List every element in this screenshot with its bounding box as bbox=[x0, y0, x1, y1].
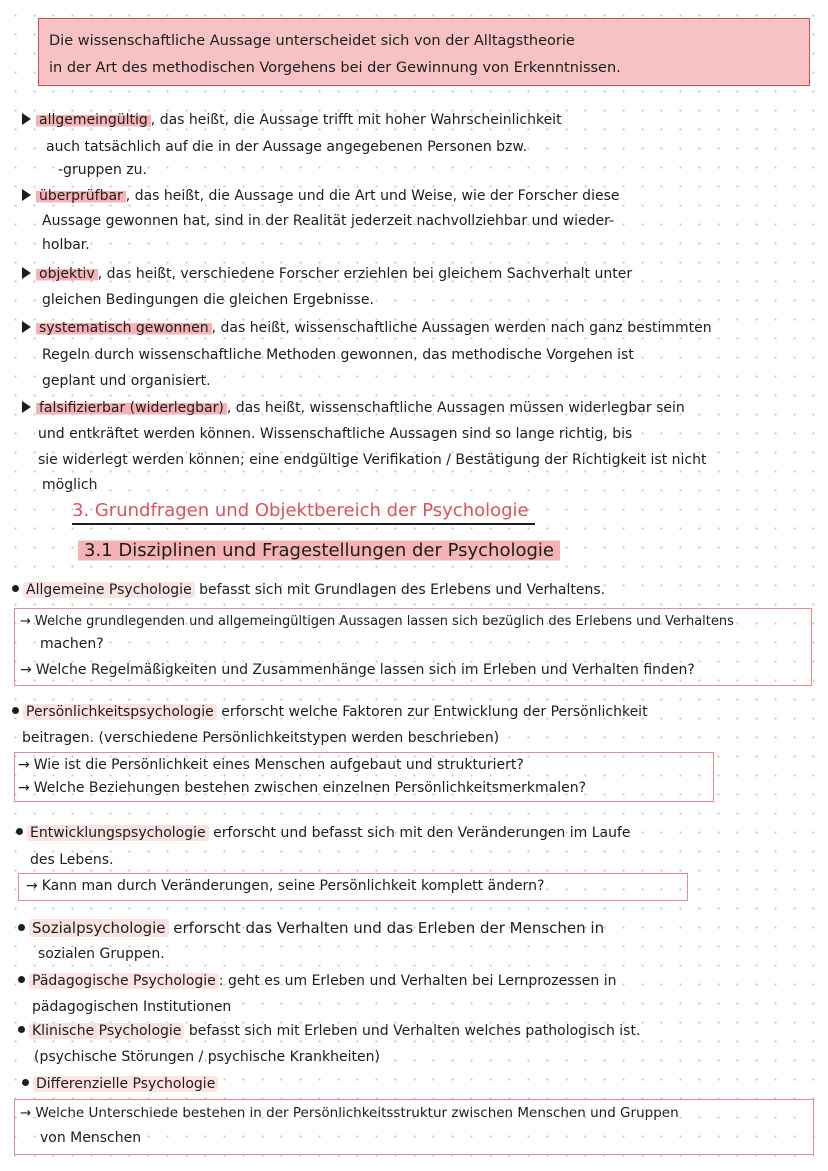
section-heading-3: 3. Grundfragen und Objektbereich der Psychologie bbox=[72, 500, 535, 525]
criterion-text: sie widerlegt werden können; eine endgültige Verifikation / Bestätigung der Richtigkeit ist nicht bbox=[38, 452, 707, 468]
intro-line-1: Die wissenschaftliche Aussage unterscheidet sich von der Alltagstheorie bbox=[49, 33, 575, 49]
arrow-right-icon: → bbox=[20, 662, 32, 678]
triangle-bullet-icon bbox=[22, 189, 31, 201]
bullet-dot-icon bbox=[18, 924, 25, 931]
question-line: → Welche grundlegenden und allgemeingültigen Aussagen lassen sich bezüglich des Erlebens und Verhaltens bbox=[20, 614, 734, 629]
bullet-dot-icon bbox=[12, 585, 19, 592]
section-heading-3-1: 3.1 Disziplinen und Fragestellungen der Psychologie bbox=[78, 538, 560, 563]
discipline-term: Sozialpsychologie bbox=[29, 919, 169, 937]
discipline-text: sozialen Gruppen. bbox=[38, 946, 165, 962]
discipline-term: Klinische Psychologie bbox=[29, 1023, 184, 1039]
criterion-text: -gruppen zu. bbox=[58, 162, 147, 178]
triangle-bullet-icon bbox=[22, 401, 31, 413]
arrow-right-icon: → bbox=[20, 1105, 32, 1121]
discipline-term: Persönlichkeitspsychologie bbox=[23, 704, 217, 720]
question-line: → Welche Beziehungen bestehen zwischen einzelnen Persönlichkeitsmerkmalen? bbox=[18, 780, 587, 796]
question-line: → Kann man durch Veränderungen, seine Persönlichkeit komplett ändern? bbox=[26, 878, 545, 894]
criterion-term: überprüfbar bbox=[36, 188, 126, 204]
discipline-text: pädagogischen Institutionen bbox=[32, 999, 232, 1015]
criterion-allgemeingueltig: allgemeingültig , das heißt, die Aussage trifft mit hoher Wahrscheinlichkeit bbox=[22, 110, 562, 130]
discipline-sozial: Sozialpsychologie erforscht das Verhalten und das Erleben der Menschen in bbox=[18, 918, 604, 938]
discipline-text: des Lebens. bbox=[30, 852, 114, 868]
discipline-differenziell bbox=[22, 1074, 218, 1094]
intro-line-2: in der Art des methodischen Vorgehens bei der Gewinnung von Erkenntnissen. bbox=[49, 60, 621, 76]
criterion-ueberpruefbar: überprüfbar , das heißt, die Aussage und die Art und Weise, wie der Forscher diese bbox=[22, 186, 619, 206]
question-line: → Welche Regelmäßigkeiten und Zusammenhänge lassen sich im Erleben und Verhalten finden? bbox=[20, 662, 695, 678]
criterion-text: möglich bbox=[42, 477, 98, 493]
arrow-right-icon: → bbox=[18, 780, 30, 796]
criterion-text: geplant und organisiert. bbox=[42, 373, 211, 389]
discipline-entwicklung: Entwicklungspsychologie erforscht und befasst sich mit den Veränderungen im Laufe bbox=[16, 823, 631, 843]
bullet-dot-icon bbox=[18, 976, 25, 983]
criterion-text: Aussage gewonnen hat, sind in der Realität jederzeit nachvollziehbar und wieder- bbox=[42, 213, 615, 229]
criterion-text: gleichen Bedingungen die gleichen Ergebnisse. bbox=[42, 292, 374, 308]
question-line: machen? bbox=[40, 636, 104, 652]
discipline-text: (psychische Störungen / psychische Krankheiten) bbox=[34, 1049, 380, 1065]
discipline-text: beitragen. (verschiedene Persönlichkeitstypen werden beschrieben) bbox=[22, 730, 500, 746]
criterion-systematisch: systematisch gewonnen , das heißt, wissenschaftliche Aussagen werden nach ganz bestimmten bbox=[22, 318, 712, 338]
triangle-bullet-icon bbox=[22, 113, 31, 125]
criterion-falsifizierbar: falsifizierbar (widerlegbar) , das heißt, wissenschaftliche Aussagen müssen widerlegbar sein bbox=[22, 398, 685, 418]
arrow-right-icon: → bbox=[18, 757, 30, 773]
criterion-text: holbar. bbox=[42, 237, 90, 253]
criterion-term: objektiv bbox=[36, 266, 98, 282]
discipline-klinisch: Klinische Psychologie befasst sich mit Erleben und Verhalten welches pathologisch ist. bbox=[18, 1021, 640, 1041]
discipline-term: Pädagogische Psychologie bbox=[29, 973, 219, 989]
criterion-objektiv: objektiv , das heißt, verschiedene Forscher erziehlen bei gleichem Sachverhalt unter bbox=[22, 264, 632, 284]
discipline-paedagogisch: Pädagogische Psychologie : geht es um Erleben und Verhalten bei Lernprozessen in bbox=[18, 971, 617, 991]
question-line: von Menschen bbox=[40, 1130, 142, 1146]
question-line: → Wie ist die Persönlichkeit eines Menschen aufgebaut und strukturiert? bbox=[18, 757, 524, 773]
bullet-dot-icon bbox=[12, 707, 19, 714]
triangle-bullet-icon bbox=[22, 267, 31, 279]
bullet-dot-icon bbox=[16, 828, 23, 835]
criterion-text: auch tatsächlich auf die in der Aussage angegebenen Personen bzw. bbox=[46, 139, 528, 155]
criterion-text: und entkräftet werden können. Wissenschaftliche Aussagen sind so lange richtig, bis bbox=[38, 426, 633, 442]
criterion-term: systematisch gewonnen bbox=[36, 320, 212, 336]
discipline-term: Differenzielle Psychologie bbox=[33, 1076, 218, 1092]
intro-box bbox=[38, 18, 810, 86]
discipline-term: Entwicklungspsychologie bbox=[27, 825, 209, 841]
bullet-dot-icon bbox=[18, 1026, 25, 1033]
bullet-dot-icon bbox=[22, 1079, 29, 1086]
criterion-text: Regeln durch wissenschaftliche Methoden gewonnen, das methodische Vorgehen ist bbox=[42, 347, 634, 363]
criterion-term: allgemeingültig bbox=[36, 112, 151, 128]
discipline-allgemeine: Allgemeine Psychologie befasst sich mit Grundlagen des Erlebens und Verhaltens. bbox=[12, 580, 605, 600]
discipline-term: Allgemeine Psychologie bbox=[23, 582, 195, 598]
arrow-right-icon: → bbox=[20, 614, 31, 629]
triangle-bullet-icon bbox=[22, 321, 31, 333]
arrow-right-icon: → bbox=[26, 878, 38, 894]
discipline-persoenlichkeit: Persönlichkeitspsychologie erforscht welche Faktoren zur Entwicklung der Persönlichkeit bbox=[12, 702, 648, 722]
criterion-term: falsifizierbar (widerlegbar) bbox=[36, 400, 227, 416]
question-line: → Welche Unterschiede bestehen in der Persönlichkeitsstruktur zwischen Menschen und Gruppen bbox=[20, 1105, 679, 1121]
